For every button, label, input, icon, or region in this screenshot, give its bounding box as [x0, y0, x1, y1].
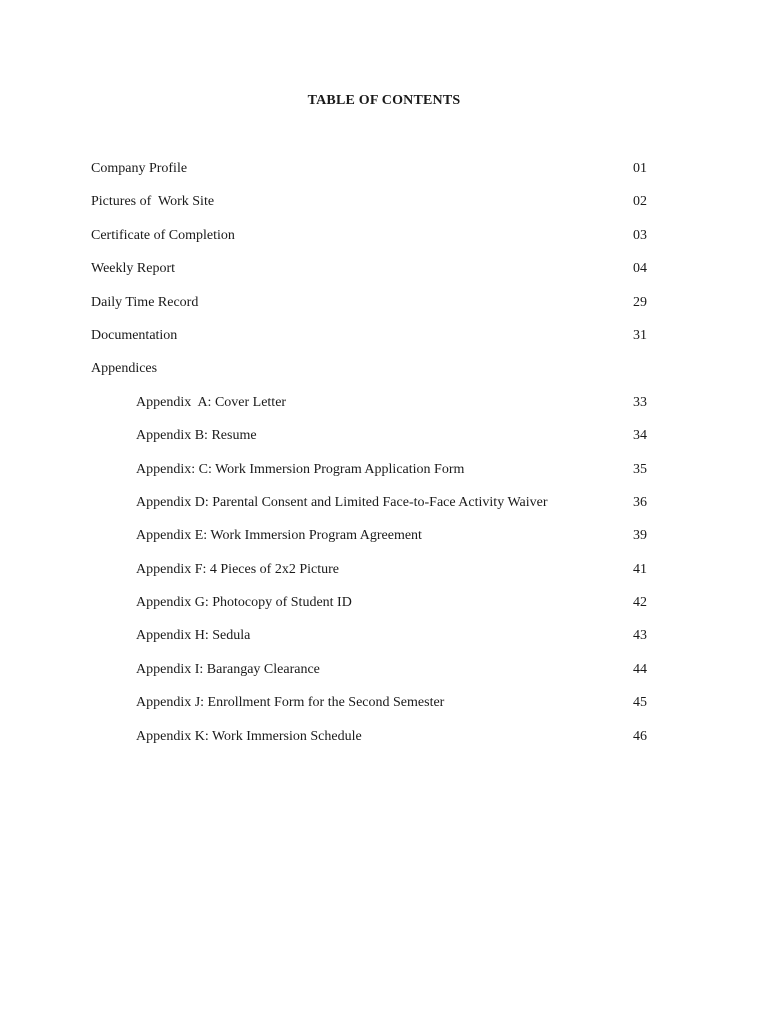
toc-entry-label: Appendix B: Resume [136, 428, 257, 444]
toc-entry-page-number: 39 [633, 528, 647, 544]
toc-entry-page-number: 04 [633, 261, 647, 277]
toc-entry [91, 257, 647, 290]
toc-entry-label: Appendix H: Sedula [136, 628, 251, 644]
toc-entry-page-number: 45 [633, 695, 647, 711]
toc-entry-page-number: 46 [633, 728, 647, 744]
toc-subentry [91, 725, 647, 758]
toc-entry [91, 357, 647, 390]
toc-entry [91, 190, 647, 223]
toc-entry-page-number: 02 [633, 194, 647, 210]
toc-entry [91, 224, 647, 257]
toc-entry-page-number: 42 [633, 595, 647, 611]
toc-entry-label: Appendix G: Photocopy of Student ID [136, 595, 352, 611]
toc-entry-label: Appendix: C: Work Immersion Program Application Form [136, 461, 465, 477]
toc-subentry [91, 491, 647, 524]
toc-subentry [91, 424, 647, 457]
toc-subentry [91, 658, 647, 691]
toc-entry-page-number: 03 [633, 227, 647, 243]
toc-entry-label: Appendix I: Barangay Clearance [136, 661, 320, 677]
toc-entry-label: Appendices [91, 361, 158, 377]
toc-entry-label: Company Profile [91, 161, 188, 176]
toc-entry-page-number: 29 [633, 294, 647, 310]
toc-entry-label: Appendix F: 4 Pieces of 2x2 Picture [136, 561, 339, 577]
toc-entry-page-number: 33 [633, 394, 647, 410]
toc-subentry [91, 591, 647, 624]
toc-list [91, 157, 647, 758]
toc-entry-page-number: 01 [633, 161, 647, 176]
toc-entry-label: Appendix A: Cover Letter [136, 394, 287, 410]
toc-subentry [91, 524, 647, 557]
toc-entry [91, 157, 647, 190]
toc-entry-label: Certificate of Completion [91, 227, 235, 243]
toc-entry [91, 324, 647, 357]
toc-entry-label: Weekly Report [91, 261, 176, 277]
toc-entry-label: Daily Time Record [91, 294, 199, 310]
toc-entry-label: Appendix E: Work Immersion Program Agreement [136, 528, 422, 544]
toc-entry-page-number: 34 [633, 428, 647, 444]
toc-entry-page-number: 44 [633, 661, 647, 677]
toc-subentry [91, 691, 647, 724]
toc-entry-label: Documentation [91, 327, 178, 343]
toc-entry-label: Pictures of Work Site [91, 194, 215, 210]
toc-entry-label: Appendix J: Enrollment Form for the Second Semester [136, 695, 445, 711]
toc-entry-page-number: 36 [633, 494, 647, 510]
toc-entry-page-number: 43 [633, 628, 647, 644]
toc-subentry [91, 558, 647, 591]
toc-title: TABLE OF CONTENTS [307, 93, 461, 108]
toc-entry-page-number: 41 [633, 561, 647, 577]
toc-entry-label: Appendix D: Parental Consent and Limited Face-to-Face Activity Waiver [136, 494, 548, 510]
toc-entry-page-number: 31 [633, 327, 647, 343]
toc-subentry [91, 391, 647, 424]
toc-entry-label: Appendix K: Work Immersion Schedule [136, 728, 362, 744]
toc-entry [91, 291, 647, 324]
toc-subentry [91, 624, 647, 657]
toc-subentry [91, 458, 647, 491]
toc-entry-page-number: 35 [633, 461, 647, 477]
